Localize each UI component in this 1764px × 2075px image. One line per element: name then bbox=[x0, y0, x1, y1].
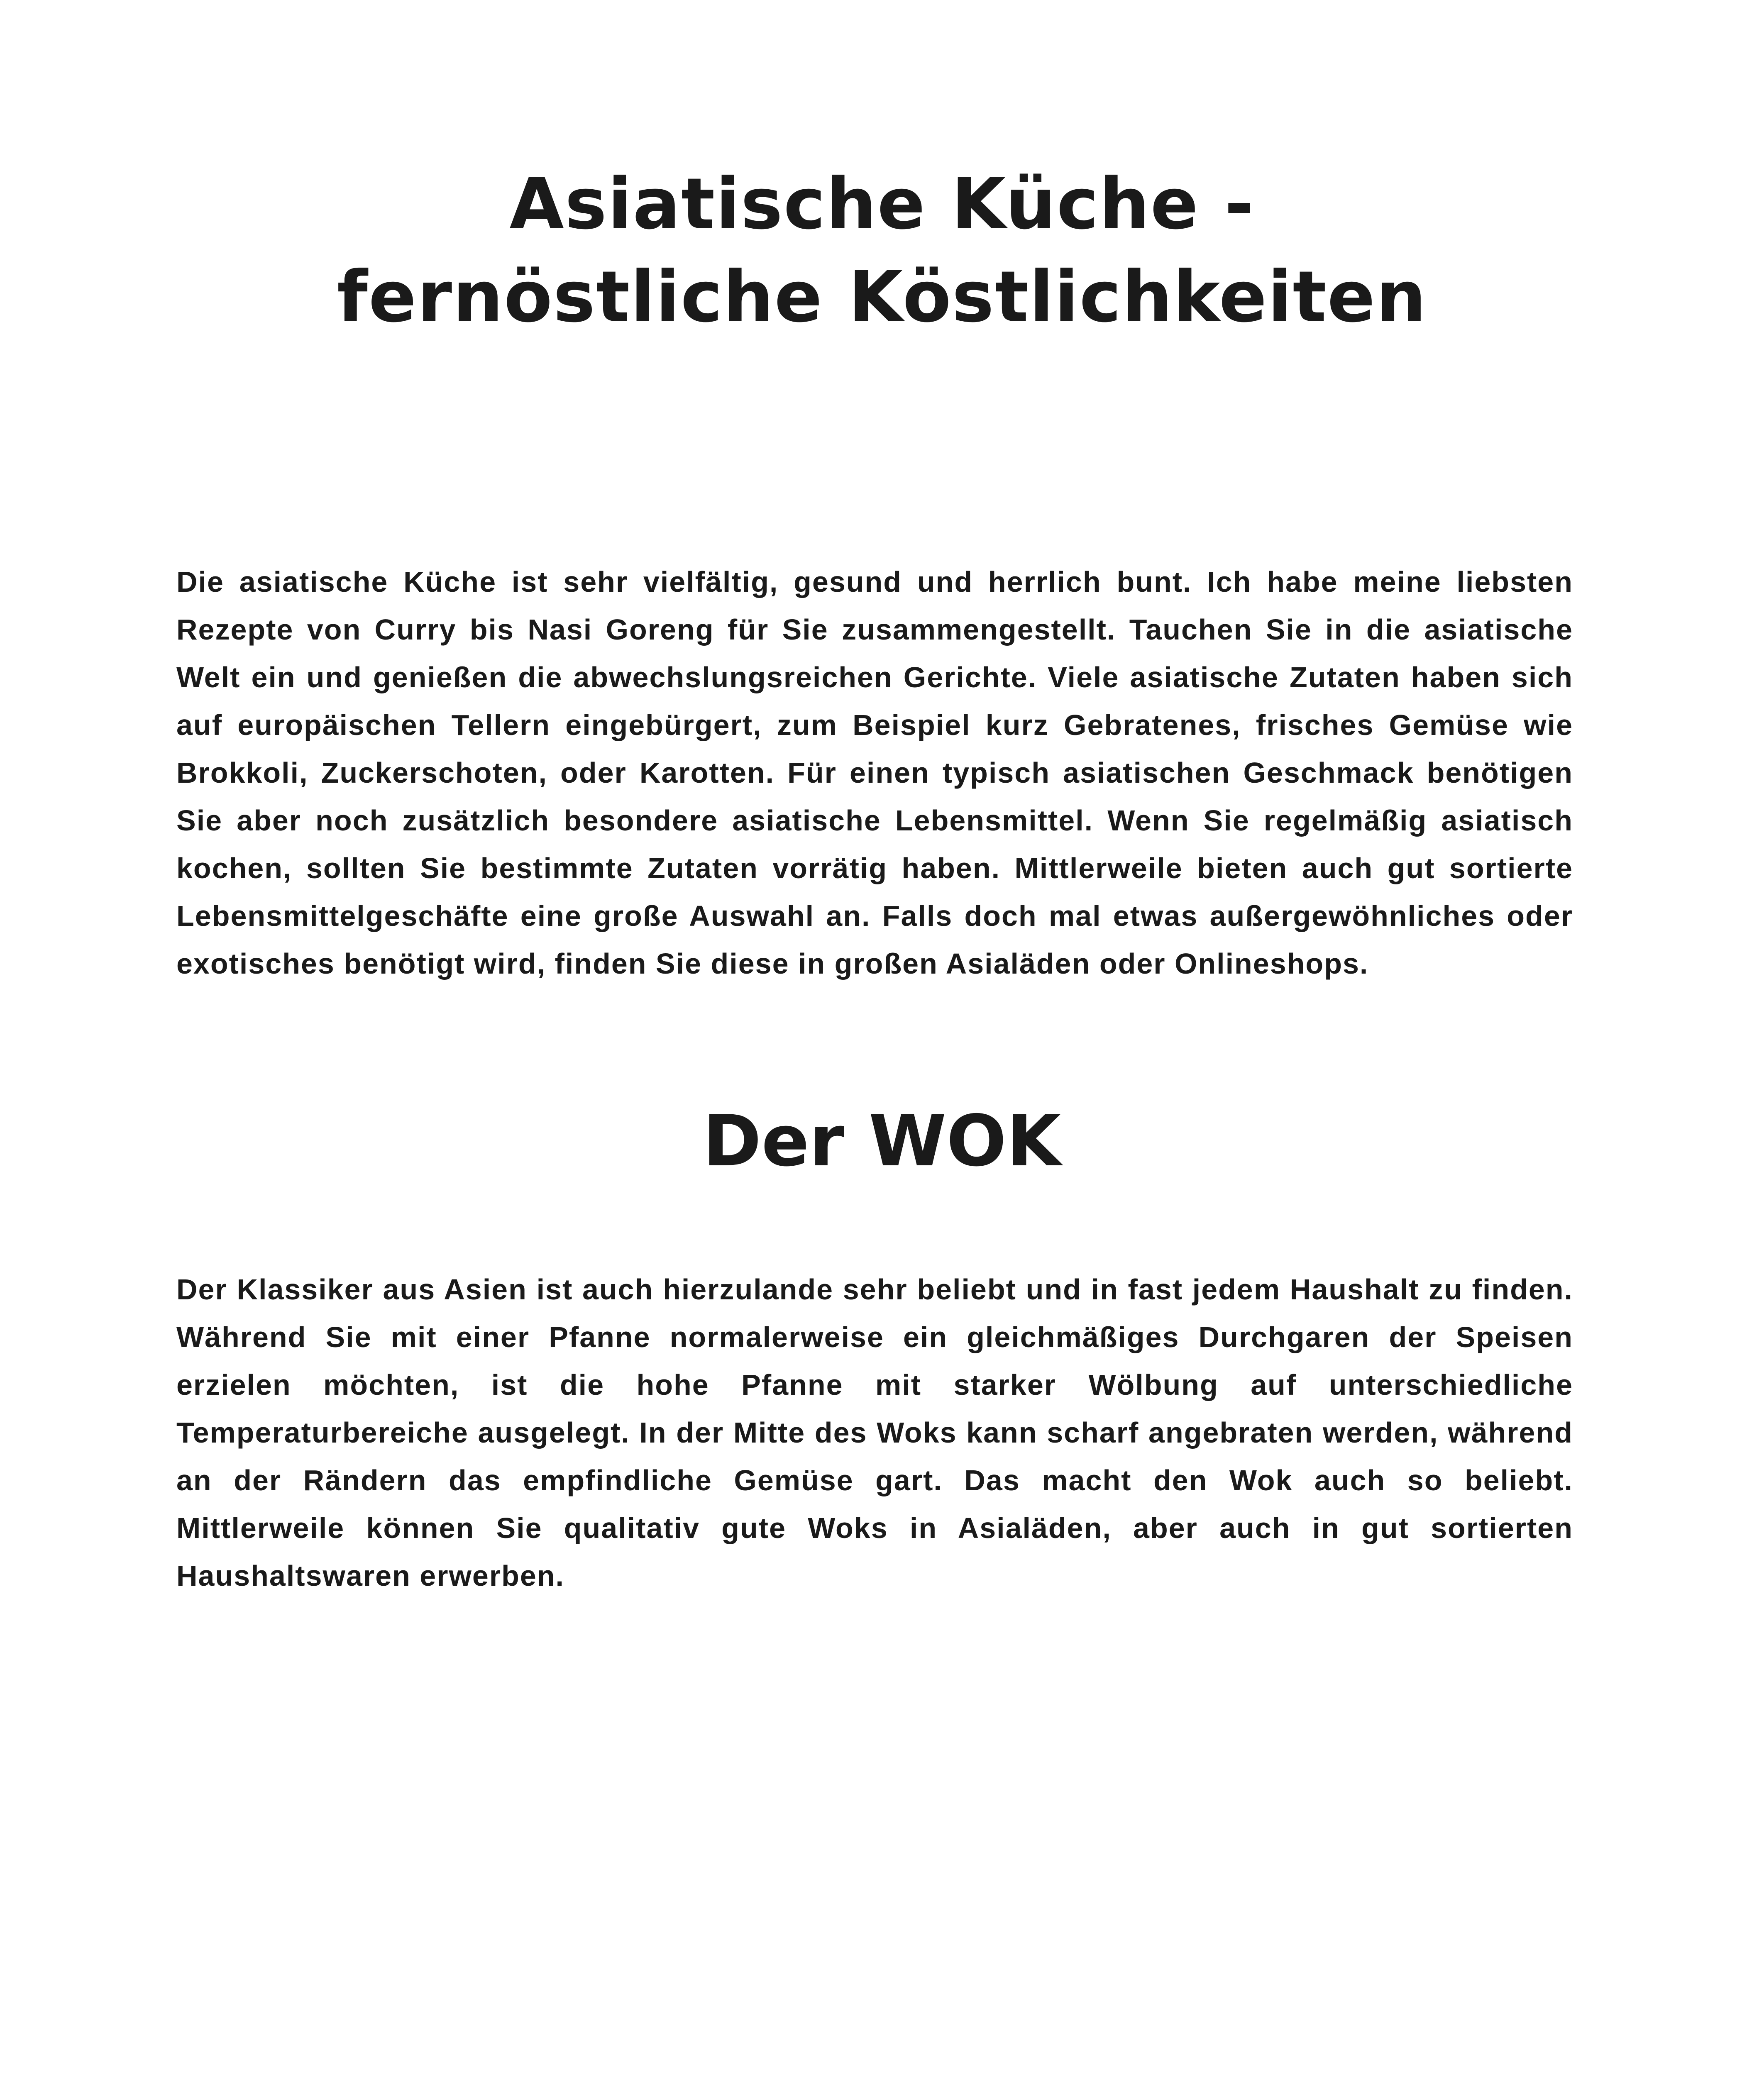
section-heading-wok: Der WOK bbox=[703, 1100, 1061, 1182]
page-title-line-1: Asiatische Küche - bbox=[509, 163, 1255, 245]
wok-paragraph: Der Klassiker aus Asien ist auch hierzulande sehr beliebt und in fast jedem Haushalt zu finden. Während Sie mit einer Pfanne normalerweise ein gleichmäßiges Durchgaren der Speisen erzielen möchten, ist die hohe Pfanne mit starker Wölbung auf unterschiedliche Temperaturbereiche ausgelegt. In der Mitte des Woks kann scharf angebraten werden, während an der Rändern das empfindliche Gemüse gart. Das macht den Wok auch so beliebt. Mittlerweile können Sie qualitativ gute Woks in Asialäden, aber auch in gut sortierten Haushaltswaren erwerben. bbox=[176, 1273, 1573, 1592]
page-title-line-2: fernöstliche Köstlichkeiten bbox=[337, 256, 1427, 338]
intro-paragraph: Die asiatische Küche ist sehr vielfältig, gesund und herrlich bunt. Ich habe meine liebsten Rezepte von Curry bis Nasi Goreng für Sie zusammengestellt. Tauchen Sie in die asiatische Welt ein und genießen die abwechslungsreichen Gerichte. Viele asiatische Zutaten haben sich auf europäischen Tellern eingebürgert, zum Beispiel kurz Gebratenes, frisches Gemüse wie Brokkoli, Zuckerschoten, oder Karotten. Für einen typisch asiatischen Geschmack benötigen Sie aber noch zusätzlich besondere asiatische Lebensmittel. Wenn Sie regelmäßig asiatisch kochen, sollten Sie bestimmte Zutaten vorrätig haben. Mittlerweile bieten auch gut sortierte Lebensmittelgeschäfte eine große Auswahl an. Falls doch mal etwas außergewöhnliches oder exotisches benötigt wird, finden Sie diese in großen Asialäden oder Onlineshops. bbox=[176, 566, 1573, 980]
page-title bbox=[0, 158, 1764, 344]
